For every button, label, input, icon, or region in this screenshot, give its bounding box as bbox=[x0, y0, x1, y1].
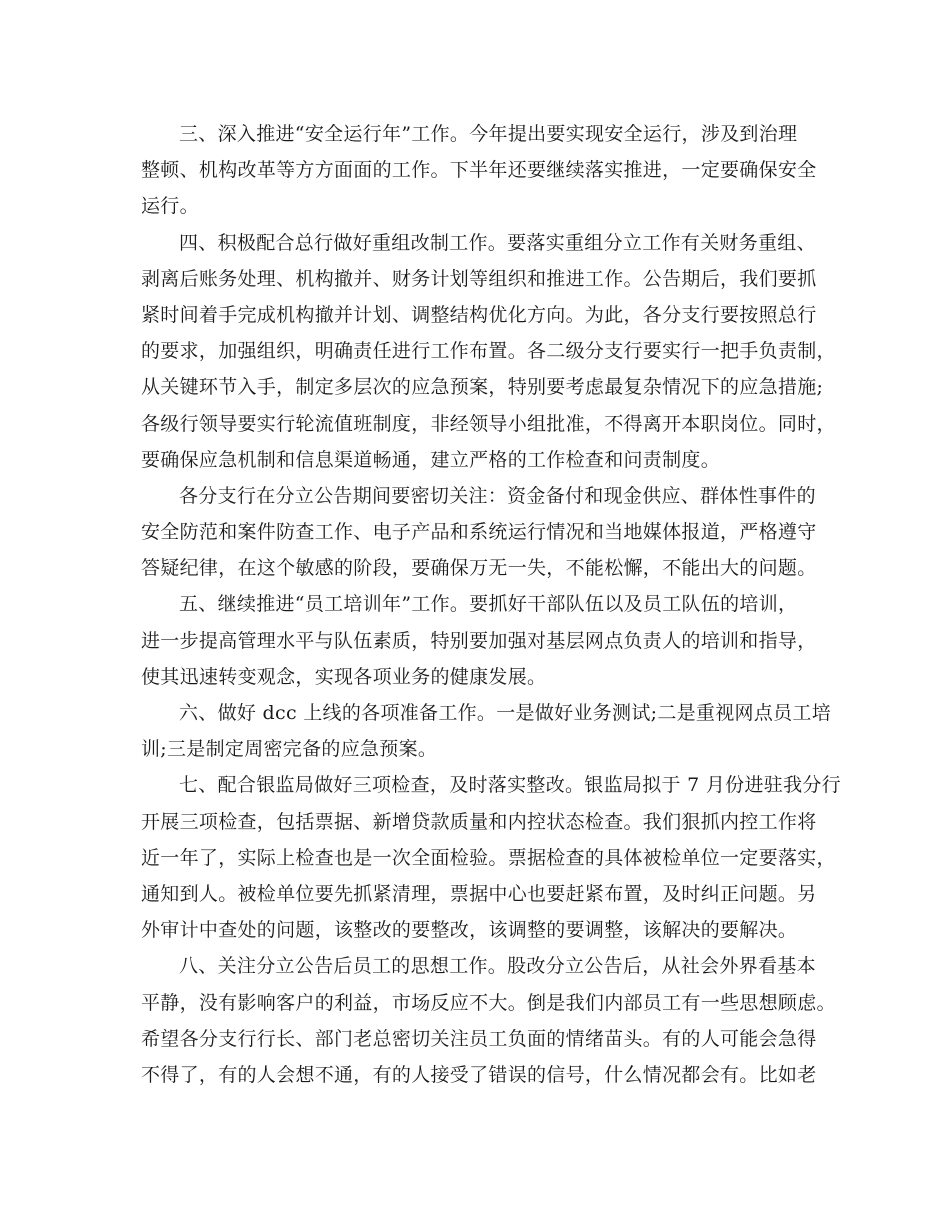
text-line: 近一年了，实际上检查也是一次全面检验。票据检查的具体被检单位一定要落实， bbox=[141, 846, 836, 869]
text-line: 运行。 bbox=[141, 195, 199, 218]
text-line: 从关键环节入手，制定多层次的应急预案，特别要考虑最复杂情况下的应急措施; bbox=[141, 376, 824, 399]
paragraph-first-line: 六、做好 dcc 上线的各项准备工作。一是做好业务测试;二是重视网点员工培 bbox=[179, 702, 832, 724]
text-line: 使其迅速转变观念，实现各项业务的健康发展。 bbox=[141, 665, 547, 688]
text-line: 剥离后账务处理、机构撤并、财务计划等组织和推进工作。公告期后，我们要抓 bbox=[141, 267, 817, 290]
text-line: 不得了，有的人会想不通，有的人接受了错误的信号，什么情况都会有。比如老 bbox=[141, 1063, 817, 1086]
text-line: 希望各分支行行长、部门老总密切关注员工负面的情绪苗头。有的人可能会急得 bbox=[141, 1027, 817, 1050]
text-line: 安全防范和案件防查工作、电子产品和系统运行情况和当地媒体报道，严格遵守 bbox=[141, 521, 817, 544]
paragraph-first-line: 五、继续推进“员工培训年”工作。要抓好干部队伍以及员工队伍的培训， bbox=[179, 593, 798, 616]
text-line: 各级行领导要实行轮流值班制度，非经领导小组批准，不得离开本职岗位。同时， bbox=[141, 412, 836, 435]
text-line: 整顿、机构改革等方方面面的工作。下半年还要继续落实推进，一定要确保安全 bbox=[141, 159, 817, 182]
text-line: 平静，没有影响客户的利益，市场反应不大。倒是我们内部员工有一些思想顾虑。 bbox=[141, 991, 836, 1014]
text-line: 答疑纪律，在这个敏感的阶段，要确保万无一失，不能松懈，不能出大的问题。 bbox=[141, 557, 817, 580]
paragraph-first-line: 各分支行在分立公告期间要密切关注：资金备付和现金供应、群体性事件的 bbox=[179, 484, 816, 507]
paragraph-first-line: 四、积极配合总行做好重组改制工作。要落实重组分立工作有关财务重组、 bbox=[179, 231, 816, 254]
text-line: 开展三项检查，包括票据、新增贷款质量和内控状态检查。我们狠抓内控工作将 bbox=[141, 810, 817, 833]
text-line: 紧时间着手完成机构撤并计划、调整结构优化方向。为此，各分支行要按照总行 bbox=[141, 303, 817, 326]
paragraph-first-line: 七、配合银监局做好三项检查，及时落实整改。银监局拟于 7 月份进驻我分行 bbox=[179, 774, 841, 797]
paragraph-first-line: 八、关注分立公告后员工的思想工作。股改分立公告后，从社会外界看基本 bbox=[179, 955, 816, 978]
text-line: 通知到人。被检单位要先抓紧清理，票据中心也要赶紧布置，及时纠正问题。另 bbox=[141, 882, 817, 905]
text-line: 外审计中查处的问题，该整改的要整改，该调整的要调整，该解决的要解决。 bbox=[141, 919, 798, 942]
text-line: 进一步提高管理水平与队伍素质，特别要加强对基层网点负责人的培训和指导， bbox=[141, 629, 817, 652]
document-body bbox=[141, 116, 841, 1093]
text-line: 训;三是制定周密完备的应急预案。 bbox=[141, 738, 438, 761]
text-line: 的要求，加强组织，明确责任进行工作布置。各二级分支行要实行一把手负责制， bbox=[141, 340, 836, 363]
text-line: 要确保应急机制和信息渠道畅通，建立严格的工作检查和问责制度。 bbox=[141, 448, 721, 471]
paragraph-first-line: 三、深入推进“安全运行年”工作。今年提出要实现安全运行，涉及到治理 bbox=[179, 123, 798, 145]
